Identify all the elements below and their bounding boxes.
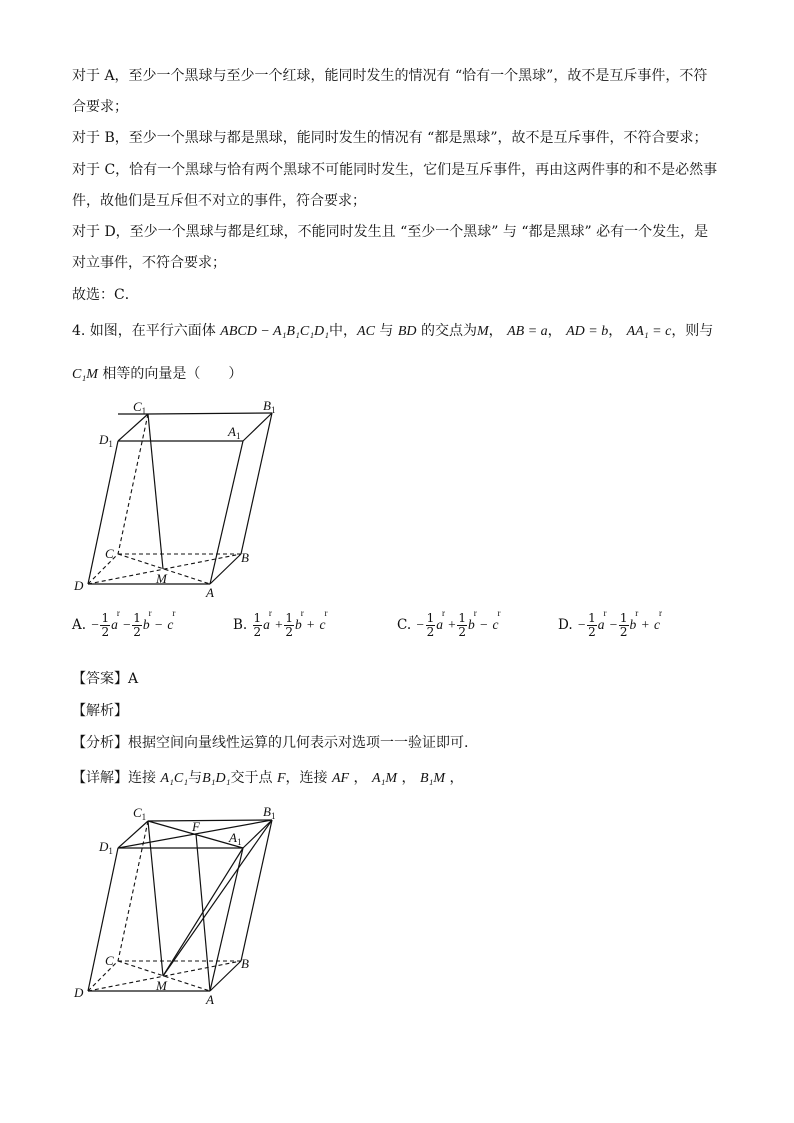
option-c[interactable]: C. − $\frac{1}{2}$ r a + $\frac{1}{2}$ r b − r c (397, 612, 498, 639)
edge-b1-b (241, 413, 272, 554)
text-line: 对立事件，不符合要求； (72, 255, 226, 271)
question-stem: 4. 如图，在平行六面体 ABCD − A₁B₁C₁D₁中，AC 与 BD 的交点为M， AB = a， AD = b， AA₁ = c，则与 (72, 323, 714, 339)
detail-line: 【详解】连接 A₁C₁与B₁D₁交于点 F，连接 AF ， A₁M ， B₁M ， (72, 770, 464, 786)
edge-c1-m (148, 414, 163, 569)
text-line: 件，故他们是互斥但不对立的事件，符合要求； (72, 193, 366, 209)
option-d-label: D. (558, 617, 573, 633)
text-line: 对于 A，至少一个黑球与至少一个红球，能同时发生的情况有 “恰有一个黑球”，故不是互斥事件，不符 (72, 68, 708, 84)
option-c-label: C. (397, 617, 412, 633)
fenxi-line (72, 733, 468, 753)
answer-line (72, 669, 138, 689)
answer-tag: 【答案】 (72, 671, 128, 687)
q-text: 相等的向量是（ ） (102, 366, 243, 382)
option-b-label: B. (233, 617, 248, 633)
option-a[interactable]: A. − $\frac{1}{2}$ r a − $\frac{1}{2}$ r b − r c (72, 612, 173, 639)
label-c: C (105, 546, 114, 561)
text-line: 故选：C． (72, 287, 139, 303)
edge-a1-a (210, 441, 243, 584)
edge-a-b (210, 961, 241, 991)
label-d: D (74, 578, 84, 593)
text-line: 对于 D，至少一个黑球与都是红球，不能同时发生且 “至少一个黑球” 与 “都是黑球” 必有一个发生，是 (72, 224, 709, 240)
label-m: M (156, 978, 167, 993)
q-text: 的交点为 (420, 323, 477, 339)
label-b: B (241, 550, 249, 565)
edge-b1-a1 (243, 413, 272, 441)
fenxi-text: 根据空间向量线性运算的几何表示对选项一一验证即可. (128, 735, 469, 751)
text-line: 对于 B，至少一个黑球与都是黑球，能同时发生的情况有 “都是黑球”，故不是互斥事件，不符合要求； (72, 130, 708, 146)
option-a-label: A. (72, 617, 87, 633)
vector-ab: AB = a (507, 324, 548, 339)
point-f: F (276, 771, 286, 786)
edge-d1-d (88, 848, 118, 991)
seg-a1-m (163, 848, 243, 976)
seg-a1m: A₁M (371, 771, 398, 786)
fenxi-tag: 【分析】 (72, 735, 128, 751)
edge-c1-c (118, 821, 148, 961)
label-b1: $B_1$ (263, 804, 276, 821)
label-d1: $D_1$ (99, 839, 113, 856)
label-d: D (74, 985, 84, 1000)
detail-tag: 【详解】 (72, 770, 128, 786)
edge-c1-b1 (148, 820, 272, 821)
question-prefix: 4. 如图，在平行六面体 (72, 323, 216, 339)
solid-name: ABCD − A₁B₁C₁D₁ (220, 324, 330, 339)
option-b[interactable]: B. $\frac{1}{2}$ r a + $\frac{1}{2}$ r b + r c (233, 612, 325, 639)
q-bd: BD (397, 324, 417, 339)
text-line: 合要求； (72, 99, 128, 115)
vector-aa1: AA₁ = c (626, 324, 672, 339)
q-text: ，则与 (671, 323, 714, 339)
vector-c1m: C₁M (72, 367, 98, 382)
seg-c1-m (148, 821, 163, 976)
edge-c1-c (118, 414, 148, 554)
q-m: M (476, 324, 489, 339)
label-m: M (156, 571, 167, 586)
seg-af: AF (331, 771, 350, 786)
figure-parallelepiped-solution (70, 800, 290, 1010)
vector-ad: AD = b (566, 324, 609, 339)
label-a1: $A_1$ (229, 830, 242, 847)
edge-a-b (210, 554, 241, 584)
seg-a1c1: A₁C₁ (160, 771, 189, 786)
label-a: A (206, 585, 214, 600)
question-stem-2 (72, 364, 242, 385)
label-a1: $A_1$ (228, 424, 241, 441)
edge-c1-b1 (148, 413, 272, 414)
analysis-tag: 【解析】 (72, 703, 128, 719)
label-a: A (206, 992, 214, 1007)
label-b1: $B_1$ (263, 398, 276, 415)
label-f: F (192, 819, 200, 834)
label-c1: $C_1$ (133, 399, 147, 416)
seg-b1-m (163, 820, 272, 976)
label-c1: $C_1$ (133, 805, 147, 822)
q-text: 与 (379, 323, 394, 339)
q-ac: AC (357, 324, 375, 339)
q-text: 中， (329, 323, 358, 339)
seg-b1d1: B₁D₁ (202, 771, 231, 786)
edge-d1-d (88, 441, 118, 584)
text-line: 对于 C，恰有一个黑球与恰有两个黑球不可能同时发生，它们是互斥事件，再由这两件事的和不是必然事 (72, 162, 718, 178)
option-d[interactable]: D. − $\frac{1}{2}$ r a − $\frac{1}{2}$ r b + r c (558, 612, 660, 639)
label-c: C (105, 953, 114, 968)
label-d1: $D_1$ (99, 432, 113, 449)
answer-value: A (128, 671, 139, 687)
figure-parallelepiped (74, 395, 295, 600)
seg-b1m: B₁M (419, 771, 446, 786)
label-b: B (241, 956, 249, 971)
